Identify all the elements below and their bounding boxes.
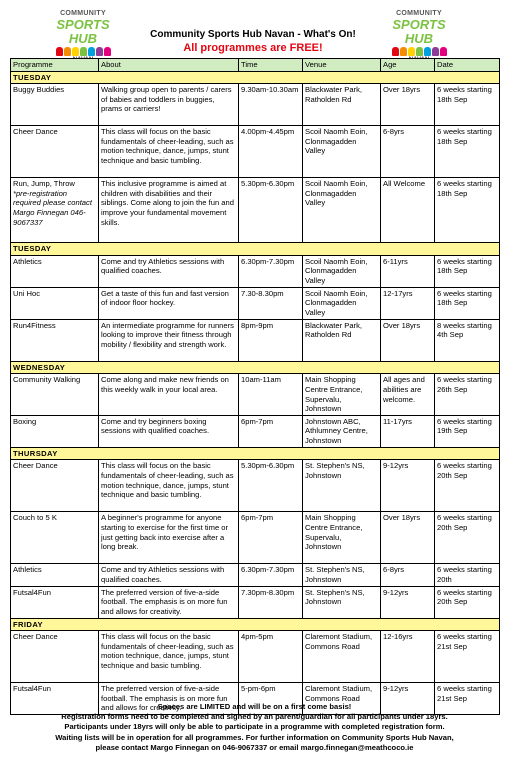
cell-age: 6-11yrs [381,255,435,287]
cell-age: 6-8yrs [381,564,435,586]
cell-time: 5-pm-6pm [239,683,303,715]
sports-hub-logo-left [46,10,120,54]
cell-programme: Cheer Dance [11,631,99,683]
footer-line: Waiting lists will be in operation for all programmes. For further information on Community Sports Hub Navan, [55,732,454,742]
table-row [11,319,500,361]
cell-date: 6 weeks starting 20th Sep [435,512,500,564]
day-label: TUESDAY [11,71,500,84]
cell-date: 6 weeks starting 20th Sep [435,460,500,512]
footer-line: Participants under 18yrs will only be able to participate in a programme with completed registration form. [64,722,445,732]
cell-time: 6.30pm-7.30pm [239,564,303,586]
table-row [11,287,500,319]
cell-about: Come and try beginners boxing sessions with qualified coaches. [99,415,239,447]
day-row [11,243,500,256]
cell-programme: Cheer Dance [11,460,99,512]
column-header-programme: Programme [11,59,99,72]
cell-programme: Futsal4Fun [11,586,99,618]
cell-age: All Welcome [381,178,435,243]
cell-programme: Athletics [11,564,99,586]
cell-about: This class will focus on the basic fundamentals of cheer-leading, such as motion technique, dance, jumps, stunt technique and basic tumbling. [99,631,239,683]
table-row [11,84,500,126]
column-header-age: Age [381,59,435,72]
cell-venue: Blackwater Park, Ratholden Rd [303,84,381,126]
table-row [11,178,500,243]
footer-line: please contact Margo Finnegan on 046-9067337 or email margo.finnegan@meathcoco.ie [95,742,414,752]
cell-programme: Athletics [11,255,99,287]
cell-about: This class will focus on the basic fundamentals of cheer-leading, such as motion technique, dance, jumps, stunt technique and basic tumbling. [99,126,239,178]
table-row [11,255,500,287]
cell-time: 5.30pm-6.30pm [239,460,303,512]
page-header [0,0,507,58]
cell-date: 6 weeks starting 21st Sep [435,631,500,683]
column-header-date: Date [435,59,500,72]
cell-age: 9-12yrs [381,460,435,512]
cell-date: 6 weeks starting 19th Sep [435,415,500,447]
cell-age: 12-16yrs [381,631,435,683]
column-header-time: Time [239,59,303,72]
cell-venue: Scoil Naomh Eoin, Clonmagadden Valley [303,178,381,243]
cell-date: 6 weeks starting 18th Sep [435,287,500,319]
cell-about: Get a taste of this fun and fast version of indoor floor hockey. [99,287,239,319]
logo-top-text: COMMUNITY [60,10,106,17]
programme-name: Run, Jump, Throw [13,179,75,189]
cell-age: 11-17yrs [381,415,435,447]
cell-programme: Boxing [11,415,99,447]
logo-main-text: SPORTS HUB [56,17,110,46]
cell-time: 4pm-5pm [239,631,303,683]
table-row [11,631,500,683]
cell-time: 7.30pm-8.30pm [239,586,303,618]
cell-venue: Main Shopping Centre Entrance, Supervalu, Johnstown [303,374,381,415]
cell-time: 8pm-9pm [239,319,303,361]
cell-programme: Cheer Dance [11,126,99,178]
cell-age: 6-8yrs [381,126,435,178]
column-header-venue: Venue [303,59,381,72]
logo-top-text: COMMUNITY [396,10,442,17]
cell-about: A beginner's programme for anyone starting to exercise for the first time or just getting back into exercise after a long break. [99,512,239,564]
cell-about: This inclusive programme is aimed at children with disabilities and their siblings. Come along to join the fun and improve your fundamental movement skills. [99,178,239,243]
cell-time: 7.30-8.30pm [239,287,303,319]
cell-date: 6 weeks starting 18th Sep [435,178,500,243]
cell-venue: St. Stephen's NS, Johnstown [303,460,381,512]
cell-programme: Uni Hoc [11,287,99,319]
cell-date: 6 weeks starting 18th Sep [435,255,500,287]
page-title: Community Sports Hub Navan - What's On! [150,29,356,40]
day-label: TUESDAY [11,243,500,256]
logo-figures-icon [46,47,120,57]
table-row [11,564,500,586]
cell-programme: Run4Fitness [11,319,99,361]
cell-time: 4.00pm-4.45pm [239,126,303,178]
cell-venue: Claremont Stadium, Commons Road [303,683,381,715]
day-label: FRIDAY [11,618,500,631]
cell-programme [11,178,99,243]
table-row [11,374,500,415]
cell-about: The preferred version of five-a-side football. The emphasis is on more fun and allows for creativity. [99,683,239,715]
cell-programme: Community Walking [11,374,99,415]
cell-time: 6pm-7pm [239,512,303,564]
cell-venue: Johnstown ABC, Athlumney Centre, Johnstown [303,415,381,447]
day-row [11,361,500,374]
cell-time: 5.30pm-6.30pm [239,178,303,243]
page-subtitle: All programmes are FREE! [183,42,323,54]
cell-programme: Buggy Buddies [11,84,99,126]
logo-main-text: SPORTS HUB [392,17,446,46]
cell-time: 6pm-7pm [239,415,303,447]
cell-venue: Blackwater Park, Ratholden Rd [303,319,381,361]
cell-date: 6 weeks starting 18th Sep [435,126,500,178]
cell-age: Over 18yrs [381,84,435,126]
cell-about: Come and try Athletics sessions with qualified coaches. [99,255,239,287]
cell-venue: Scoil Naomh Eoin, Clonmagadden Valley [303,287,381,319]
cell-venue: Scoil Naomh Eoin, Clonmagadden Valley [303,126,381,178]
cell-venue: Scoil Naomh Eoin, Clonmagadden Valley [303,255,381,287]
footer-notes [10,702,499,753]
cell-age: All ages and abilities are welcome. [381,374,435,415]
programme-table [10,58,500,715]
cell-time: 9.30am-10.30am [239,84,303,126]
cell-age: 12-17yrs [381,287,435,319]
cell-venue: Main Shopping Centre Entrance, Supervalu, Johnstown [303,512,381,564]
day-label: THURSDAY [11,447,500,460]
table-row [11,512,500,564]
table-body [11,71,500,715]
day-row [11,447,500,460]
cell-age: Over 18yrs [381,512,435,564]
cell-venue: St. Stephen's NS, Johnstown [303,586,381,618]
cell-about: The preferred version of five-a-side football. The emphasis is on more fun and allows for creativity. [99,586,239,618]
cell-about: This class will focus on the basic fundamentals of cheer-leading, such as motion technique, dance, jumps, stunt technique and basic tumbling. [99,460,239,512]
cell-venue: St. Stephen's NS, Johnstown [303,564,381,586]
table-row [11,126,500,178]
cell-date: 6 weeks starting 26th Sep [435,374,500,415]
table-row [11,415,500,447]
logo-figures-icon [382,47,456,57]
cell-programme: Couch to 5 K [11,512,99,564]
table-row [11,586,500,618]
cell-age: 9-12yrs [381,683,435,715]
cell-age: 9-12yrs [381,586,435,618]
cell-time: 6.30pm-7.30pm [239,255,303,287]
day-row [11,618,500,631]
cell-date: 6 weeks starting 20th [435,564,500,586]
sports-hub-logo-right [382,10,456,54]
programme-note: *pre-registration required please contact Margo Finnegan 046-9067337 [13,188,92,227]
day-row [11,71,500,84]
cell-about: Walking group open to parents / carers of babies and toddlers in buggies, prams or carriers! [99,84,239,126]
day-label: WEDNESDAY [11,361,500,374]
cell-date: 6 weeks starting 18th Sep [435,84,500,126]
footer-line: Spaces are LIMITED and will be on a first come basis! [157,702,352,711]
cell-venue: Claremont Stadium, Commons Road [303,631,381,683]
cell-date: 6 weeks starting 20th Sep [435,586,500,618]
cell-date: 8 weeks starting 4th Sep [435,319,500,361]
cell-time: 10am-11am [239,374,303,415]
cell-about: Come and try Athletics sessions with qualified coaches. [99,564,239,586]
cell-age: Over 18yrs [381,319,435,361]
table-header-row [11,59,500,72]
cell-about: An intermediate programme for runners looking to improve their fitness through mobility / flexibility and strength work. [99,319,239,361]
cell-programme: Futsal4Fun [11,683,99,715]
cell-date: 6 weeks starting 21st Sep [435,683,500,715]
table-row [11,460,500,512]
footer-line: Registration forms need to be completed and signed by an parent/guardian for all participants under 18yrs. [61,712,448,722]
column-header-about: About [99,59,239,72]
cell-about: Come along and make new friends on this weekly walk in your local area. [99,374,239,415]
